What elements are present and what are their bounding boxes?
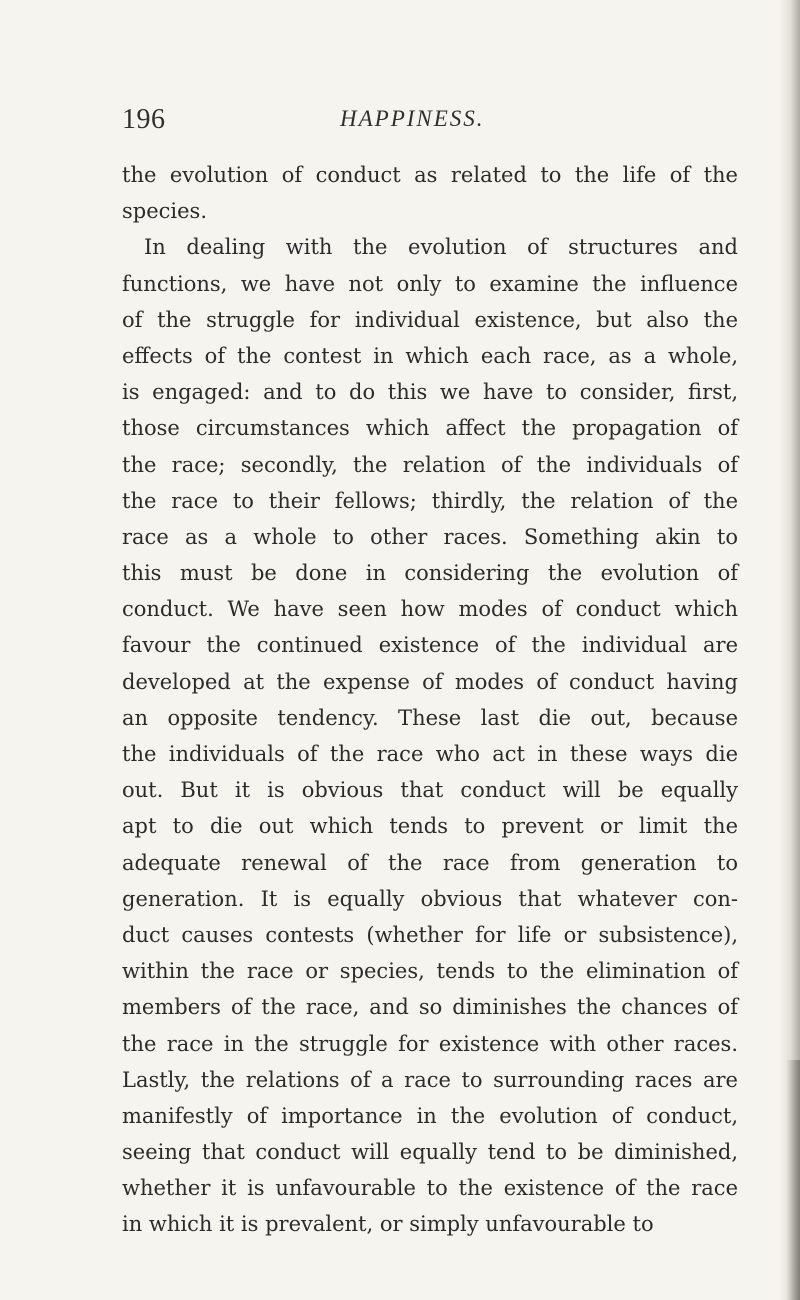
text-line: within the race or species, tends to the elimination of	[122, 959, 738, 984]
text-line: developed at the expense of modes of conduct having	[122, 669, 738, 694]
text-line: members of the race, and so diminishes the chances of	[122, 995, 738, 1020]
text-line: duct causes contests (whether for life or subsistence),	[122, 922, 738, 947]
text-line: generation. It is equally obvious that whatever con-	[122, 886, 738, 911]
page-edge-shadow-bottom	[786, 1060, 800, 1300]
text-line: functions, we have not only to examine the influence	[122, 271, 738, 296]
text-line: the individuals of the race who act in these ways die	[122, 742, 738, 766]
text-line: In dealing with the evolution of structures and	[144, 235, 738, 260]
text-line: favour the continued existence of the individual are	[122, 633, 738, 658]
text-line: the race to their fellows; thirdly, the relation of the	[122, 488, 738, 513]
text-line: those circumstances which affect the propagation of	[122, 416, 738, 441]
page-header	[0, 92, 800, 142]
text-line: effects of the contest in which each race, as a whole,	[122, 343, 738, 368]
text-line: the evolution of conduct as related to the life of the	[122, 163, 738, 187]
text-line: of the struggle for individual existence, but also the	[122, 307, 738, 332]
text-line: whether it is unfavourable to the existence of the race	[122, 1176, 738, 1201]
text-line: Lastly, the relations of a race to surrounding races are	[122, 1067, 738, 1092]
text-line: an opposite tendency. These last die out, because	[122, 705, 738, 730]
text-line: this must be done in considering the evolution of	[122, 561, 738, 586]
text-line: seeing that conduct will equally tend to be diminished,	[122, 1140, 738, 1165]
text-line: the race in the struggle for existence with other races.	[122, 1031, 738, 1056]
text-line: apt to die out which tends to prevent or limit the	[122, 814, 738, 839]
running-head: HAPPINESS.	[340, 106, 485, 131]
page-number: 196	[122, 104, 166, 135]
text-line: conduct. We have seen how modes of conduct which	[122, 597, 738, 622]
text-line: the race; secondly, the relation of the individuals of	[122, 452, 738, 477]
text-line: manifestly of importance in the evolution of conduct,	[122, 1103, 738, 1128]
text-line: in which it is prevalent, or simply unfavourable to	[122, 1212, 654, 1237]
text-line: out. But it is obvious that conduct will be equally	[122, 778, 738, 803]
text-line: species.	[122, 199, 208, 224]
text-line: is engaged: and to do this we have to consider, first,	[122, 380, 738, 405]
text-line: race as a whole to other races. Something akin to	[122, 524, 738, 549]
body-text	[122, 157, 738, 1243]
text-line: adequate renewal of the race from generation to	[122, 850, 738, 875]
